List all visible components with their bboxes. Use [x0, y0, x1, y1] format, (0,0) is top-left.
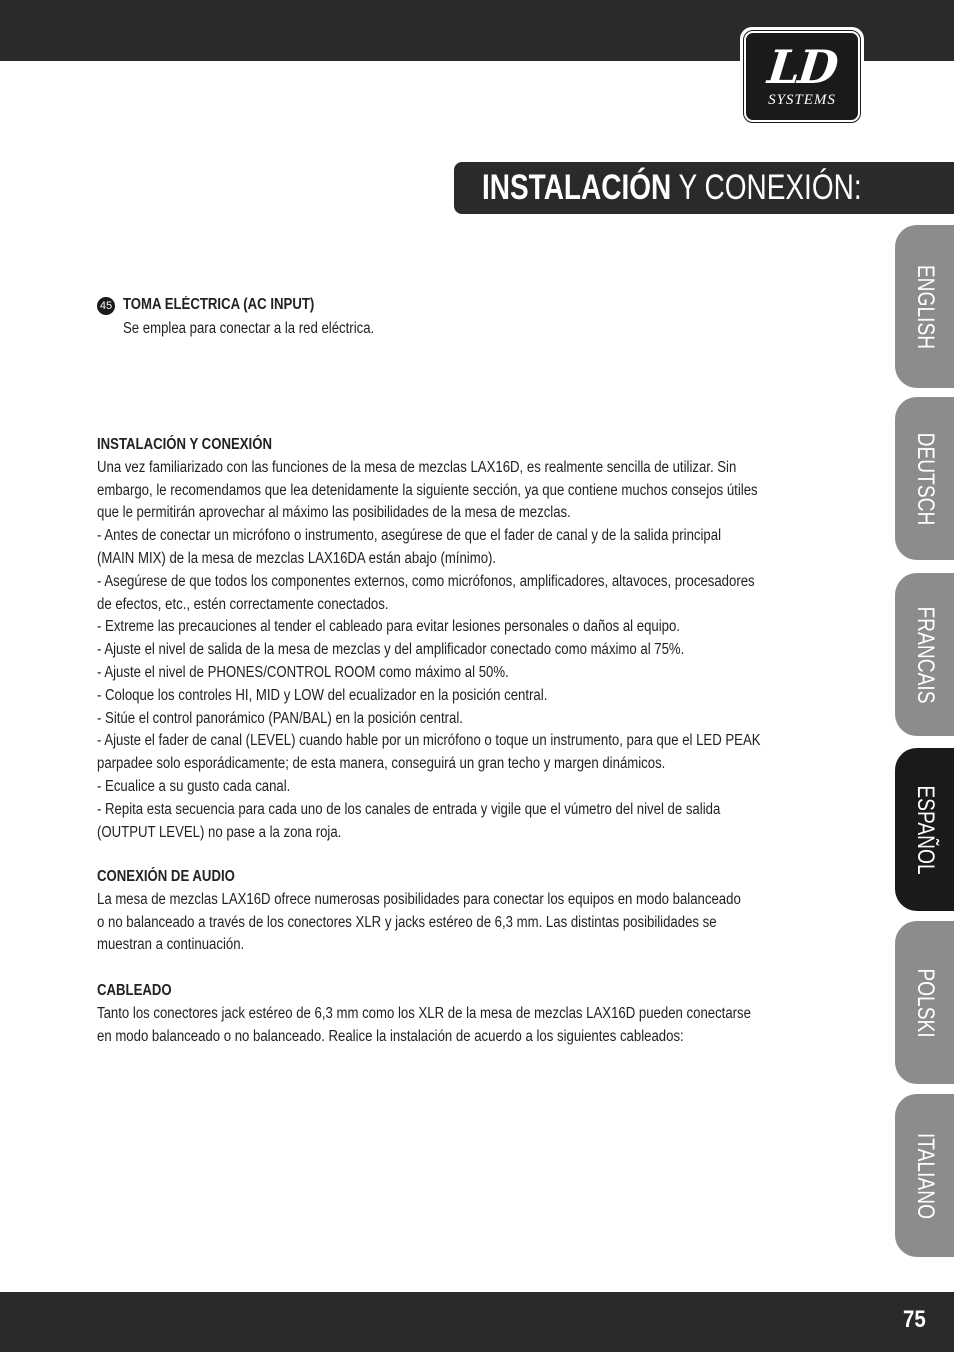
paragraph-line: - Antes de conectar un micrófono o instrumento, asegúrese de que el fader de canal y de la salida principal: [97, 527, 721, 545]
section-conexion-audio: [97, 866, 954, 957]
paragraph-line: (OUTPUT LEVEL) no pase a la zona roja.: [97, 823, 342, 841]
page-title-bold: INSTALACIÓN: [482, 168, 672, 207]
paragraph-line: - Extreme las precauciones al tender el cableado para evitar lesiones personales o daños al equipo.: [97, 618, 680, 636]
paragraph-line: que le permitirán aprovechar al máximo las posibilidades de la mesa de mezclas.: [97, 504, 571, 522]
paragraph-line: o no balanceado a través de los conectores XLR y jacks estéreo de 6,3 mm. Las distintas posibilidades se: [97, 913, 717, 931]
section-heading: CONEXIÓN DE AUDIO: [97, 868, 235, 885]
tab-label: FRANCAIS: [911, 605, 939, 704]
paragraph-line: parpadee solo esporádicamente; de esta manera, conseguirá un gran techo y margen dinámicos.: [97, 755, 666, 773]
section-title-bar: [454, 162, 954, 214]
paragraph-line: - Ajuste el nivel de PHONES/CONTROL ROOM como máximo al 50%.: [97, 663, 509, 681]
tab-label: ENGLISH: [911, 264, 939, 349]
paragraph-line: - Coloque los controles HI, MID y LOW del ecualizador en la posición central.: [97, 686, 548, 704]
paragraph-line: - Ajuste el nivel de salida de la mesa de mezclas y del amplificador conectado como máximo al 75%.: [97, 641, 685, 659]
tab-label: DEUTSCH: [911, 432, 939, 525]
logo-badge: [744, 31, 860, 122]
tab-label: ESPAÑOL: [911, 784, 939, 875]
paragraph-line: - Sitúe el control panorámico (PAN/BAL) en la posición central.: [97, 709, 463, 727]
paragraph-line: Una vez familiarizado con las funciones de la mesa de mezclas LAX16D, es realmente sencilla de utilizar. Sin: [97, 458, 737, 476]
page-title-rest: Y CONEXIÓN:: [671, 168, 862, 207]
paragraph-line: de efectos, etc., estén correctamente conectados.: [97, 595, 389, 613]
ld-systems-logo: [740, 27, 864, 126]
paragraph-line: - Ajuste el fader de canal (LEVEL) cuando hable por un micrófono o toque un instrumento, para que el LED PEAK: [97, 732, 761, 750]
item-title: TOMA ELÉCTRICA (AC INPUT): [123, 296, 315, 313]
item-number-badge: 45: [97, 297, 115, 315]
paragraph-line: (MAIN MIX) de la mesa de mezclas LAX16DA están abajo (mínimo).: [97, 549, 497, 567]
bottom-bar: [0, 1292, 954, 1352]
paragraph-line: La mesa de mezclas LAX16D ofrece numerosas posibilidades para conectar los equipos en modo balanceado: [97, 890, 741, 908]
paragraph-line: embargo, le recomendamos que lea detenidamente la siguiente sección, ya que contiene muchos consejos útiles: [97, 481, 758, 499]
section-heading: CABLEADO: [97, 982, 172, 999]
logo-ld-text: LD: [765, 40, 839, 94]
page-number: 75: [903, 1306, 926, 1333]
paragraph-line: muestran a continuación.: [97, 936, 245, 954]
tab-english[interactable]: [895, 225, 954, 388]
paragraph-line: en modo balanceado o no balanceado. Realice la instalación de acuerdo a los siguientes cableados:: [97, 1027, 684, 1045]
section-instalacion: [97, 434, 954, 844]
tab-italiano[interactable]: [895, 1094, 954, 1257]
tab-label: POLSKI: [911, 967, 939, 1038]
section-cableado: [97, 980, 954, 1048]
logo-systems-text: SYSTEMS: [768, 92, 836, 108]
item-description: Se emplea para conectar a la red eléctrica.: [123, 320, 375, 337]
section-heading: INSTALACIÓN Y CONEXIÓN: [97, 436, 272, 453]
page-title: [482, 167, 862, 209]
paragraph-line: Tanto los conectores jack estéreo de 6,3 mm como los XLR de la mesa de mezclas LAX16D pueden conectarse: [97, 1004, 751, 1022]
paragraph-line: - Repita esta secuencia para cada uno de los canales de entrada y vigile que el vúmetro del nivel de salida: [97, 800, 721, 818]
paragraph-line: - Asegúrese de que todos los componentes externos, como micrófonos, amplificadores, altavoces, procesadores: [97, 572, 755, 590]
tab-label: ITALIANO: [911, 1132, 939, 1219]
paragraph-line: - Ecualice a su gusto cada canal.: [97, 777, 291, 795]
